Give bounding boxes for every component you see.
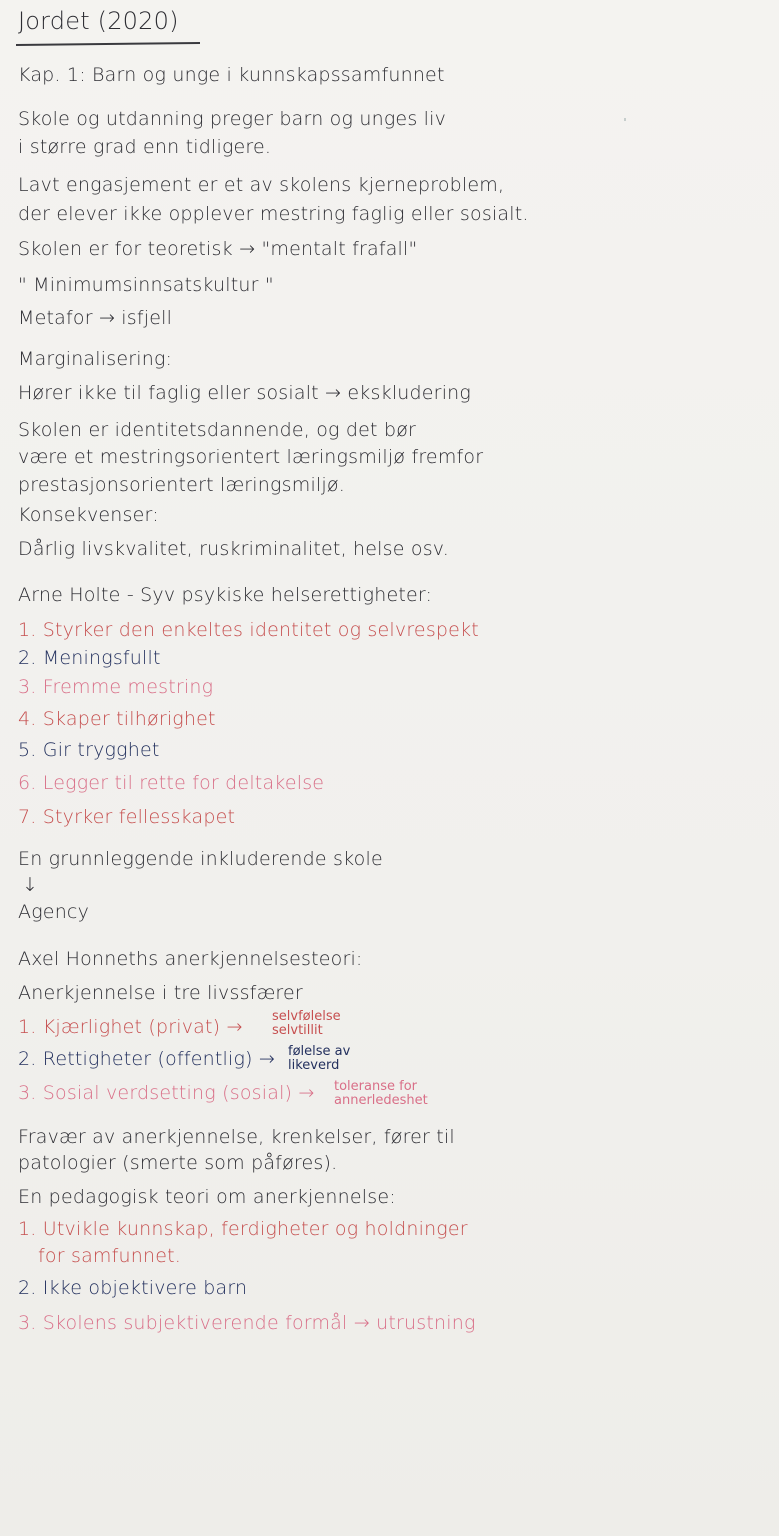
honneth-note <box>272 1010 341 1038</box>
marginal-line: Dårlig livskvalitet, ruskriminalitet, helse osv. <box>18 538 450 560</box>
pedagogic-item: 3. Skolens subjektiverende formål → utrustning <box>18 1312 476 1334</box>
page-title: Jordet (2020) <box>18 7 179 35</box>
intro-line: Skole og utdanning preger barn og unges liv <box>18 108 447 130</box>
honneth-note-line: likeverd <box>288 1058 340 1073</box>
intro-line: Metafor → isfjell <box>18 307 173 329</box>
marginal-line: prestasjonsorientert læringsmiljø. <box>18 474 345 496</box>
pedagogic-heading: En pedagogisk teori om anerkjennelse: <box>18 1186 396 1208</box>
holte-heading: Arne Holte - Syv psykiske helserettigheter: <box>18 584 433 606</box>
section-heading-marginal: Marginalisering: <box>18 348 173 370</box>
honneth-note-line: toleranse for <box>334 1079 417 1094</box>
holte-item: 3. Fremme mestring <box>18 676 214 698</box>
down-arrow-icon: ↓ <box>22 874 39 896</box>
pedagogic-item: 2. Ikke objektivere barn <box>18 1277 248 1299</box>
honneth-note-line: selvtillit <box>272 1023 323 1038</box>
honneth-note-line: selvfølelse <box>272 1009 341 1024</box>
pedagogic-item-continued: for samfunnet. <box>38 1245 182 1267</box>
honneth-note-line: annerledeshet <box>334 1093 428 1108</box>
chapter-heading: Kap. 1: Barn og unge i kunnskapssamfunnet <box>18 64 445 86</box>
honneth-item: 3. Sosial verdsetting (sosial) → <box>18 1082 315 1104</box>
absence-line: Fravær av anerkjennelse, krenkelser, fører til <box>18 1126 455 1148</box>
holte-item: 1. Styrker den enkeltes identitet og selvrespekt <box>18 619 479 641</box>
title-underline <box>16 42 200 46</box>
intro-line: Skolen er for teoretisk → "mentalt frafall" <box>18 238 418 260</box>
intro-line: der elever ikke opplever mestring faglig eller sosialt. <box>18 203 529 225</box>
holte-item: 2. Meningsfullt <box>18 647 161 669</box>
paper-speck <box>624 118 626 121</box>
holte-item: 6. Legger til rette for deltakelse <box>18 772 325 794</box>
honneth-item: 1. Kjærlighet (privat) → <box>18 1016 243 1038</box>
honneth-note <box>288 1045 350 1073</box>
intro-line: i større grad enn tidligere. <box>18 136 272 158</box>
agency-label: Agency <box>18 901 90 923</box>
absence-line: patologier (smerte som påføres). <box>18 1152 338 1174</box>
honneth-note-line: følelse av <box>288 1044 351 1059</box>
marginal-line: Skolen er identitetsdannende, og det bør <box>18 419 417 441</box>
intro-line: " Minimumsinnsatskultur " <box>18 274 274 296</box>
holte-item: 4. Skaper tilhørighet <box>18 708 216 730</box>
intro-line: Lavt engasjement er et av skolens kjerneproblem, <box>18 174 505 196</box>
honneth-heading: Axel Honneths anerkjennelsesteori: <box>18 948 363 970</box>
pedagogic-item: 1. Utvikle kunnskap, ferdigheter og holdninger <box>18 1218 468 1240</box>
holte-item: 5. Gir trygghet <box>18 739 160 761</box>
marginal-line: Konsekvenser: <box>18 504 159 526</box>
marginal-line: Hører ikke til faglig eller sosialt → ekskludering <box>18 382 472 404</box>
honneth-subheading: Anerkjennelse i tre livssfærer <box>18 982 303 1004</box>
marginal-line: være et mestringsorientert læringsmiljø fremfor <box>18 446 484 468</box>
holte-item: 7. Styrker fellesskapet <box>18 806 236 828</box>
inclusive-line: En grunnleggende inkluderende skole <box>18 848 383 870</box>
honneth-note <box>334 1080 428 1108</box>
honneth-item: 2. Rettigheter (offentlig) → <box>18 1048 276 1070</box>
